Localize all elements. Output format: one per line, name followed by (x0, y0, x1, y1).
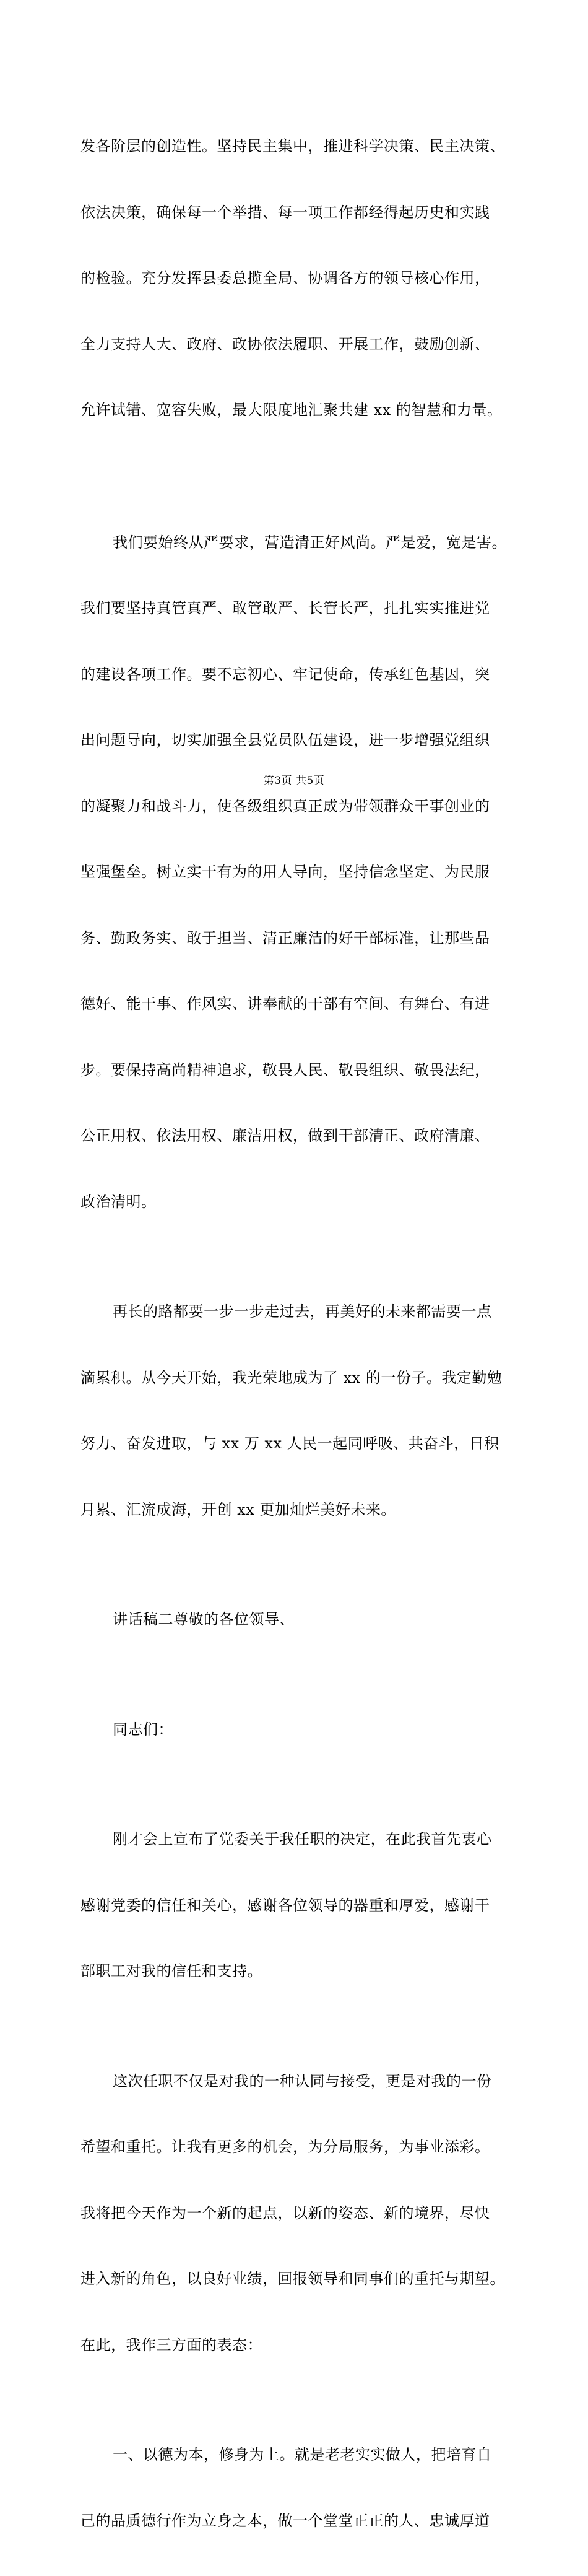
text-line: 务、勤政务实、敢于担当、清正廉洁的好干部标准，让那些品 (80, 929, 490, 947)
text-line: 依法决策，确保每一个举措、每一项工作都经得起历史和实践 (80, 203, 490, 221)
paragraph-1 (80, 92, 526, 466)
text-line: 德好、能干事、作风实、讲奉献的干部有空间、有舞台、有进 (80, 995, 490, 1012)
text-line: 的检验。充分发挥县委总揽全局、协调各方的领导核心作用， (80, 269, 490, 287)
text-line: 的建设各项工作。要不忘初心、牢记使命，传承红色基因，突 (80, 665, 490, 683)
text-line: 出问题导向，切实加强全县党员队伍建设，进一步增强党组织 (80, 731, 490, 749)
paragraph-6 (80, 1785, 526, 2027)
text-line: 我们要始终从严要求，营造清正好风尚。严是爱，宽是害。 (113, 533, 507, 551)
text-line: 步。要保持高尚精神追求，敬畏人民、敬畏组织、敬畏法纪， (80, 1061, 490, 1079)
text-line: 讲话稿二尊敬的各位领导、 (113, 1611, 295, 1628)
text-line: 再长的路都要一步一步走过去，再美好的未来都需要一点 (113, 1303, 492, 1320)
text-line: 政治清明。 (80, 1193, 157, 1211)
paragraph-3 (80, 1257, 526, 1565)
paragraph-5 (80, 1675, 526, 1785)
paragraph-8 (80, 2400, 526, 2576)
document-body (80, 92, 526, 2576)
paragraph-2 (80, 488, 526, 1258)
text-line: 希望和重托。让我有更多的机会，为分局服务，为事业添彩。 (80, 2138, 490, 2156)
text-line: 滴累积。从今天开始，我光荣地成为了 xx 的一份子。我定勤勉 (80, 1368, 503, 1386)
text-line: 同志们： (113, 1720, 173, 1738)
text-line: 发各阶层的创造性。坚持民主集中，推进科学决策、民主决策、 (80, 137, 505, 155)
text-line: 的凝聚力和战斗力，使各级组织真正成为带领群众干事创业的 (80, 797, 490, 815)
paragraph-7 (80, 2027, 526, 2401)
text-line: 这次任职不仅是对我的一种认同与接受，更是对我的一份 (113, 2072, 492, 2090)
paragraph-4 (80, 1565, 526, 1675)
text-line: 公正用权、依法用权、廉洁用权，做到干部清正、政府清廉、 (80, 1127, 490, 1144)
paragraph-gap (80, 466, 526, 488)
text-line: 我们要坚持真管真严、敢管敢严、长管长严，扎扎实实推进党 (80, 599, 490, 617)
text-line: 允许试错、宽容失败，最大限度地汇聚共建 xx 的智慧和力量。 (80, 401, 503, 419)
text-line: 一、以德为本，修身为上。就是老老实实做人，把培育自 (113, 2446, 492, 2463)
text-line: 刚才会上宣布了党委关于我任职的决定，在此我首先衷心 (113, 1830, 492, 1848)
text-line: 在此，我作三方面的表态： (80, 2336, 262, 2354)
text-line: 全力支持人大、政府、政协依法履职、开展工作，鼓励创新、 (80, 335, 490, 353)
text-line: 月累、汇流成海，开创 xx 更加灿烂美好未来。 (80, 1500, 396, 1518)
text-line: 部职工对我的信任和支持。 (80, 1962, 262, 1980)
text-line: 努力、奋发进取，与 xx 万 xx 人民一起同呼吸、共奋斗，日积 (80, 1435, 499, 1452)
text-line: 进入新的角色，以良好业绩，回报领导和同事们的重托与期望。 (80, 2270, 505, 2287)
text-line: 感谢党委的信任和关心，感谢各位领导的器重和厚爱，感谢干 (80, 1896, 490, 1914)
text-line: 己的品质德行作为立身之本，做一个堂堂正正的人、忠诚厚道 (80, 2512, 490, 2530)
page-number-footer: 第3页 共5页 (263, 775, 325, 787)
text-line: 我将把今天作为一个新的起点，以新的姿态、新的境界，尽快 (80, 2204, 490, 2222)
text-line: 坚强堡垒。树立实干有为的用人导向，坚持信念坚定、为民服 (80, 863, 490, 881)
